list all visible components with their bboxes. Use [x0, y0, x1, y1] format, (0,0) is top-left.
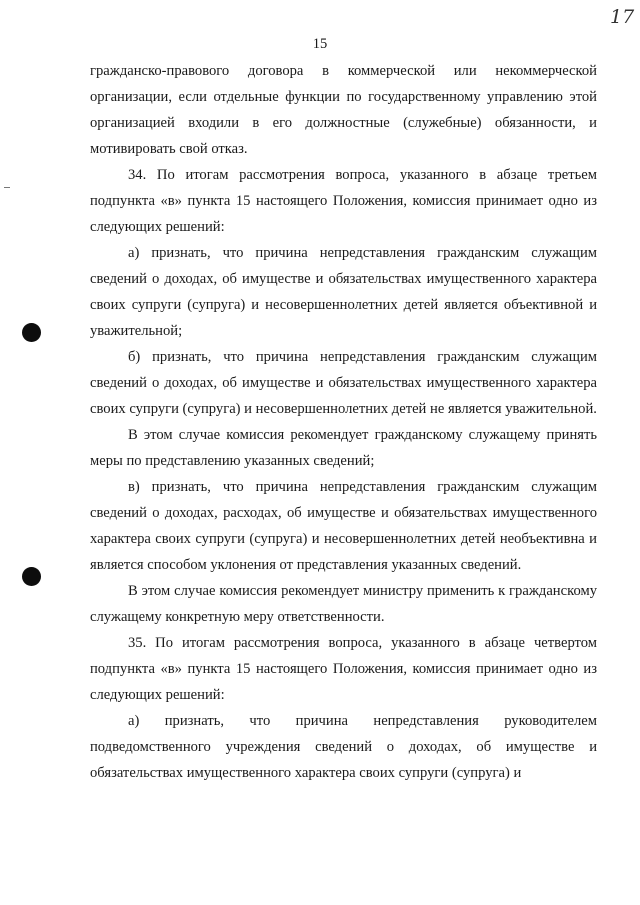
paragraph-34-v-note: В этом случае комиссия рекомендует министру применить к гражданскому служащему конкретную меру ответственности.: [90, 583, 597, 625]
punch-hole-top: [22, 323, 41, 342]
paragraph-34-a: а) признать, что причина непредставления гражданским служащим сведений о доходах, об имуществе и обязательствах имущественного характера своих супруги (супруга) и несовершеннолетних детей является объективной и уважительной;: [90, 245, 597, 339]
document-body: [90, 58, 597, 786]
paragraph-34-v: в) признать, что причина непредставления гражданским служащим сведений о доходах, расходах, об имуществе и обязательствах имущественного характера своих супруги (супруга) и несовершеннолетних детей необъективна и является способом уклонения от представления указанных сведений.: [90, 479, 597, 573]
paragraph-35-a: а) признать, что причина непредставления руководителем подведомственного учреждения сведений о доходах, об имуществе и обязательствах имущественного характера своих супруги (супруга) и: [90, 713, 597, 781]
punch-hole-bottom: [22, 567, 41, 586]
paragraph-continuation: гражданско-правового договора в коммерческой или некоммерческой организации, если отдельные функции по государственному управлению этой организацией входили в его должностные (служебные) обязанности, и мотивировать свой отказ.: [90, 63, 597, 157]
handwritten-page-number: 17: [610, 6, 635, 28]
paragraph-item-34: 34. По итогам рассмотрения вопроса, указанного в абзаце третьем подпункта «в» пункта 15 настоящего Положения, комиссия принимает одно из следующих решений:: [90, 167, 597, 235]
paragraph-34-b-note: В этом случае комиссия рекомендует гражданскому служащему принять меры по представлению указанных сведений;: [90, 427, 597, 469]
paragraph-item-35: 35. По итогам рассмотрения вопроса, указанного в абзаце четвертом подпункта «в» пункта 15 настоящего Положения, комиссия принимает одно из следующих решений:: [90, 635, 597, 703]
paragraph-34-b: б) признать, что причина непредставления гражданским служащим сведений о доходах, об имуществе и обязательствах имущественного характера своих супруги (супруга) и несовершеннолетних детей не является уважительной.: [90, 349, 597, 417]
scan-mark: [4, 187, 10, 188]
page-number: 15: [312, 36, 328, 52]
